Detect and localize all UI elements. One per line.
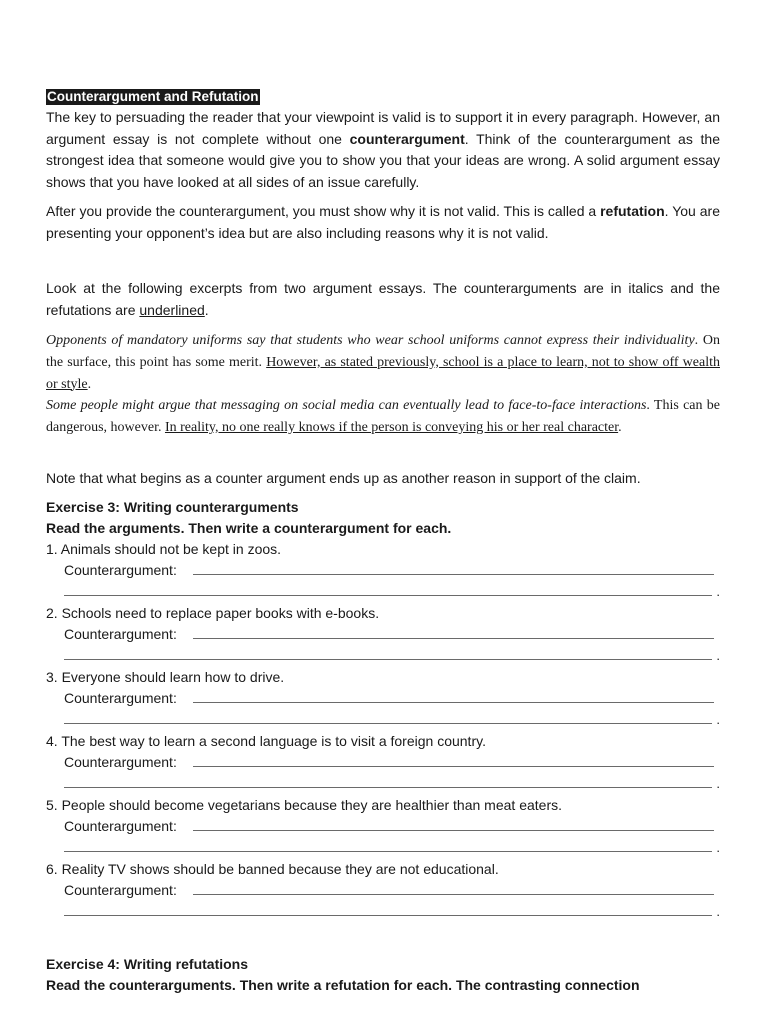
excerpt-2-refutation: In reality, no one really knows if the person is conveying his or her real character bbox=[164, 419, 619, 435]
argument-prompt: 6. Reality TV shows should be banned because they are not educational. bbox=[46, 861, 499, 877]
line-end-mark: . bbox=[716, 712, 720, 727]
counterargument-label: Counterargument: bbox=[64, 882, 177, 898]
answer-blank-line[interactable] bbox=[64, 723, 712, 724]
excerpt-1 bbox=[46, 330, 720, 395]
excerpt-2-plain: . This can be dangerous, however. bbox=[46, 398, 720, 435]
exercise-4-heading: Exercise 4: Writing refutations bbox=[46, 956, 249, 972]
counterargument-label: Counterargument: bbox=[64, 626, 177, 642]
excerpt-intro-text: Look at the following excerpts from two argument essays. The counterarguments are in italics and the refutations are bbox=[46, 280, 720, 318]
exercise-item bbox=[46, 539, 726, 603]
excerpt-2-counterargument: Some people might argue that messaging on social media can eventually lead to face-to-face interactions bbox=[46, 398, 647, 413]
answer-continuation-row bbox=[46, 645, 726, 667]
exercise-item bbox=[46, 859, 726, 923]
note-paragraph: Note that what begins as a counter argument ends up as another reason in support of the claim. bbox=[46, 470, 641, 486]
refutation-paragraph bbox=[46, 201, 720, 244]
exercise-3 bbox=[46, 497, 726, 923]
intro-text-2: . Think of the counterargument as the strongest idea that someone would give you to show you that your ideas are wrong. A solid argument essay shows that you have looked at all sides of an issue carefully. bbox=[46, 130, 720, 190]
counterargument-label: Counterargument: bbox=[64, 818, 177, 834]
excerpt-2-period: . bbox=[618, 419, 622, 435]
exercise-3-heading: Exercise 3: Writing counterarguments bbox=[46, 499, 299, 515]
refutation-text-1: After you provide the counterargument, you must show why it is not valid. This is called a bbox=[46, 203, 601, 219]
answer-blank-line[interactable] bbox=[193, 638, 714, 639]
answer-blank-line[interactable] bbox=[193, 830, 714, 831]
argument-prompt: 2. Schools need to replace paper books with e-books. bbox=[46, 605, 380, 621]
excerpt-intro-paragraph bbox=[46, 278, 720, 321]
exercise-item bbox=[46, 603, 726, 667]
answer-continuation-row bbox=[46, 837, 726, 859]
counterargument-row bbox=[46, 688, 726, 709]
exercise-item bbox=[46, 731, 726, 795]
term-counterargument: counterargument bbox=[349, 130, 465, 147]
line-end-mark: . bbox=[716, 776, 720, 791]
excerpt-1-counterargument: Opponents of mandatory uniforms say that students who wear school uniforms cannot express their individuality bbox=[46, 333, 695, 348]
exercise-item bbox=[46, 667, 726, 731]
intro-paragraph bbox=[46, 107, 720, 193]
exercise-4 bbox=[46, 954, 726, 996]
counterargument-row bbox=[46, 816, 726, 837]
counterargument-row bbox=[46, 752, 726, 773]
excerpt-1-refutation: However, as stated previously, school is a place to learn, not to show off wealth or style bbox=[46, 354, 720, 392]
answer-continuation-row bbox=[46, 709, 726, 731]
line-end-mark: . bbox=[716, 648, 720, 663]
exercise-item bbox=[46, 795, 726, 859]
excerpt-1-period: . bbox=[87, 376, 92, 392]
excerpt-2 bbox=[46, 395, 720, 439]
counterargument-label: Counterargument: bbox=[64, 754, 177, 770]
term-refutation: refutation bbox=[600, 203, 665, 219]
counterargument-label: Counterargument: bbox=[64, 562, 177, 578]
answer-blank-line[interactable] bbox=[64, 787, 712, 788]
argument-prompt: 5. People should become vegetarians because they are healthier than meat eaters. bbox=[46, 797, 562, 813]
line-end-mark: . bbox=[716, 840, 720, 855]
underlined-word: underlined bbox=[139, 301, 205, 318]
counterargument-row bbox=[46, 624, 726, 645]
answer-continuation-row bbox=[46, 901, 726, 923]
answer-continuation-row bbox=[46, 581, 726, 603]
section-title: Counterargument and Refutation bbox=[47, 89, 259, 104]
answer-blank-line[interactable] bbox=[193, 766, 714, 767]
section-title-wrap bbox=[46, 88, 720, 105]
intro-text-1: The key to persuading the reader that your viewpoint is valid is to support it in every paragraph. However, an argument essay is not complete without one bbox=[46, 109, 720, 147]
refutation-text-2: . You are presenting your opponent’s idea but are also including reasons why it is not valid. bbox=[46, 203, 720, 241]
argument-prompt: 3. Everyone should learn how to drive. bbox=[46, 669, 285, 685]
exercise-3-instruction: Read the arguments. Then write a counterargument for each. bbox=[46, 520, 452, 536]
argument-prompt: 1. Animals should not be kept in zoos. bbox=[46, 541, 282, 557]
line-end-mark: . bbox=[716, 584, 720, 599]
counterargument-row bbox=[46, 880, 726, 901]
counterargument-label: Counterargument: bbox=[64, 690, 177, 706]
answer-blank-line[interactable] bbox=[64, 659, 712, 660]
answer-blank-line[interactable] bbox=[193, 702, 714, 703]
answer-blank-line[interactable] bbox=[193, 574, 714, 575]
answer-blank-line[interactable] bbox=[64, 595, 712, 596]
answer-blank-line[interactable] bbox=[193, 894, 714, 895]
answer-continuation-row bbox=[46, 773, 726, 795]
excerpt-1-plain: . On the surface, this point has some merit. bbox=[46, 333, 720, 370]
argument-prompt: 4. The best way to learn a second language is to visit a foreign country. bbox=[46, 733, 486, 749]
counterargument-row bbox=[46, 560, 726, 581]
answer-blank-line[interactable] bbox=[64, 851, 712, 852]
excerpt-intro-end: . bbox=[204, 301, 209, 318]
exercise-4-instruction: Read the counterarguments. Then write a refutation for each. The contrasting connection bbox=[46, 977, 640, 993]
answer-blank-line[interactable] bbox=[64, 915, 712, 916]
line-end-mark: . bbox=[716, 904, 720, 919]
